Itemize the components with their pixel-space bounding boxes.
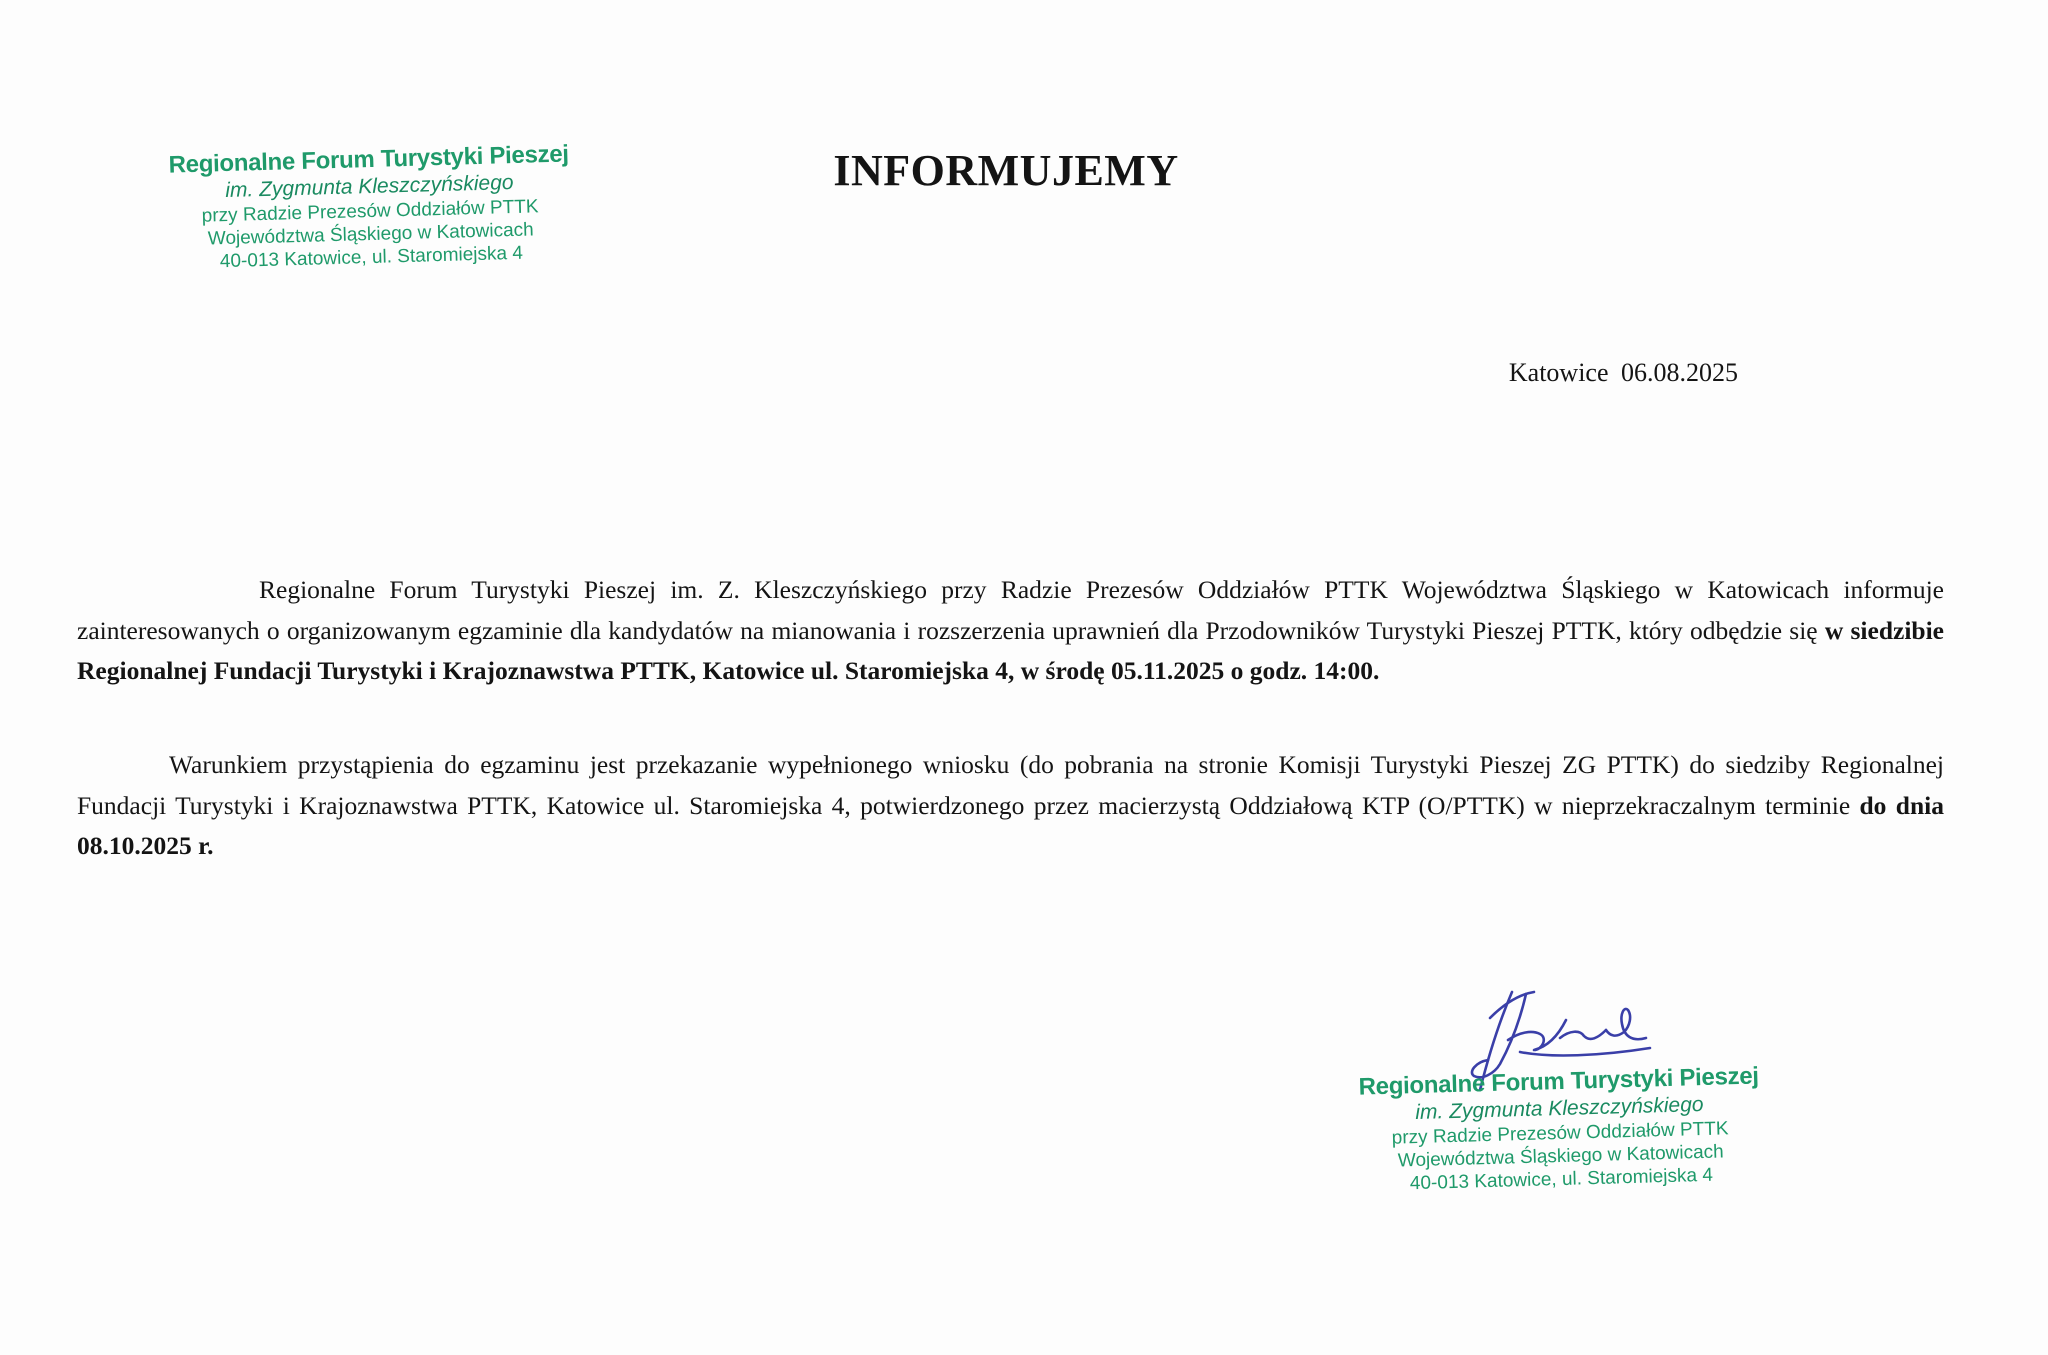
organization-stamp-bottom: [1338, 1061, 1781, 1198]
stamp-line-address: 40-013 Katowice, ul. Staromiejska 4: [219, 242, 524, 273]
document-title: INFORMUJEMY: [833, 146, 1179, 195]
stamp-line-address: 40-013 Katowice, ul. Staromiejska 4: [1409, 1164, 1714, 1195]
stamp-line-board: przy Radzie Prezesów Oddziałów PTTK: [201, 196, 539, 227]
stamp-line-patron: im. Zygmunta Kleszczyńskiego: [1415, 1093, 1704, 1125]
stamp-line-region: Województwa Śląskiego w Katowicach: [1397, 1141, 1724, 1172]
stamp-line-region: Województwa Śląskiego w Katowicach: [207, 219, 534, 250]
stamp-line-name: Regionalne Forum Turystyki Pieszej: [1358, 1062, 1760, 1101]
paragraph2-regular-text: Warunkiem przystąpienia do egzaminu jest przekazanie wypełnionego wniosku (do pobrania na stronie Komisji Turystyki Pieszej ZG PTTK) do siedziby Regionalnej Fundacji Turystyki i Krajoznawstwa PTTK, Katowice ul. Staromiejska 4, potwierdzonego przez macierzystą Oddziałową KTP (O/PTTK) w nieprzekraczalnym terminie: [77, 750, 1944, 820]
stamp-line-board: przy Radzie Prezesów Oddziałów PTTK: [1391, 1118, 1729, 1149]
paragraph-application-requirement: [77, 745, 1944, 867]
paragraph1-bold-text: w siedzibie Regionalnej Fundacji Turystyki i Krajoznawstwa PTTK, Katowice ul. Staromiejska 4, w środę 05.11.2025 o godz. 14:00.: [77, 615, 1944, 685]
stamp-line-name: Regionalne Forum Turystyki Pieszej: [168, 140, 570, 179]
paragraph-exam-announcement: [77, 570, 1944, 692]
stamp-line-patron: im. Zygmunta Kleszczyńskiego: [225, 171, 514, 203]
paragraph2-bold-text: do dnia 08.10.2025 r.: [77, 790, 1944, 860]
place-and-date: Katowice 06.08.2025: [1508, 358, 1738, 387]
paragraph1-regular-text: Regionalne Forum Turystyki Pieszej im. Z. Kleszczyńskiego przy Radzie Prezesów Oddziałów PTTK Województwa Śląskiego w Katowicach informuje zainteresowanych o organizowanym egzaminie dla kandydatów na mianowania i rozszerzenia uprawnień dla Przodowników Turystyki Pieszej PTTK, który odbędzie się: [77, 575, 1944, 645]
